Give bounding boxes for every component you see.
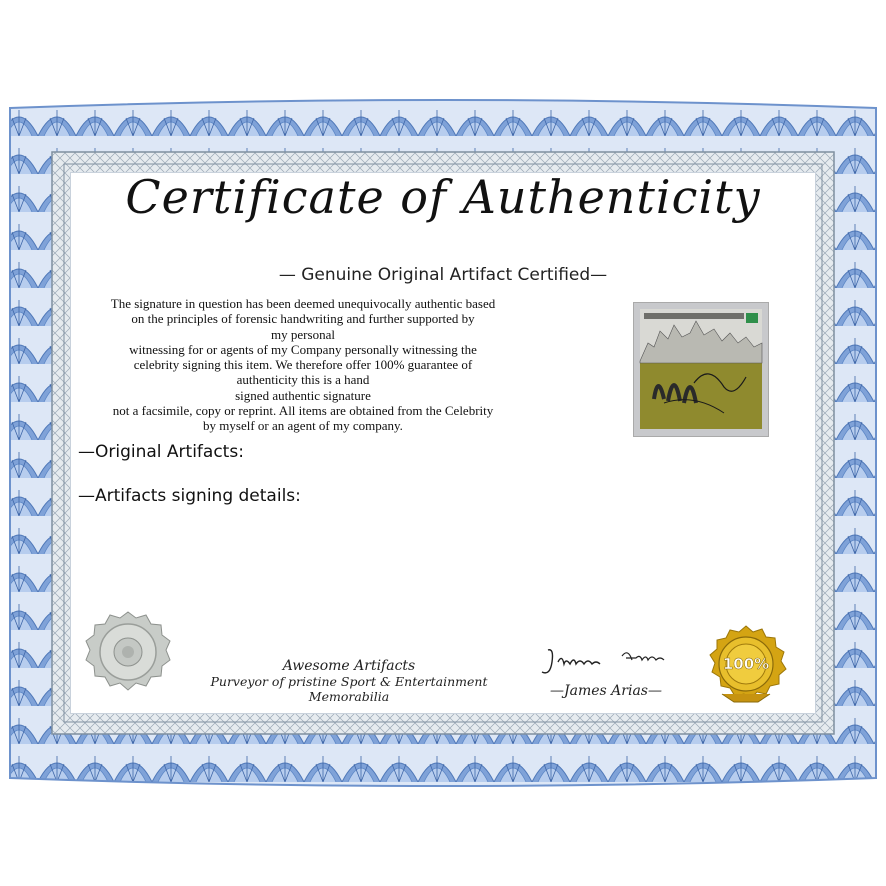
statement-line: witnessing for or agents of my Company personally witnessing the <box>129 341 477 357</box>
silver-seal <box>84 610 172 698</box>
artifact-photo <box>633 302 769 437</box>
statement-line: signed authentic signature <box>235 387 371 403</box>
statement-line: my personal <box>271 326 335 342</box>
signing-details-label: —Artifacts signing details: <box>78 486 301 506</box>
handwritten-signature <box>536 646 676 678</box>
statement-line: The signature in question has been deemed unequivocally authentic based <box>110 296 496 311</box>
svg-text:100%: 100% <box>722 655 770 673</box>
statement-line: not a facsimile, copy or reprint. All items are obtained from the Celebrity <box>112 403 494 419</box>
company-tagline: Purveyor of pristine Sport & Entertainment Memorabilia <box>210 674 488 704</box>
company-block <box>176 658 522 704</box>
statement-line: celebrity signing this item. We therefore offer 100% guarantee of <box>133 357 473 373</box>
original-artifacts-label: —Original Artifacts: <box>78 442 244 462</box>
statement-line: by myself or an agent of my company. <box>203 418 403 434</box>
authenticity-statement <box>80 296 526 434</box>
certificate-subtitle: — Genuine Original Artifact Certified— <box>278 265 608 285</box>
company-name: Awesome Artifacts <box>282 658 416 674</box>
certificate-title: Certificate of Authenticity <box>125 170 761 224</box>
statement-line: authenticity this is a hand <box>236 372 370 388</box>
statement-line: on the principles of forensic handwriting and further supported by <box>131 311 475 327</box>
signer-name: —James Arias— <box>550 683 662 699</box>
gold-seal <box>704 624 788 708</box>
